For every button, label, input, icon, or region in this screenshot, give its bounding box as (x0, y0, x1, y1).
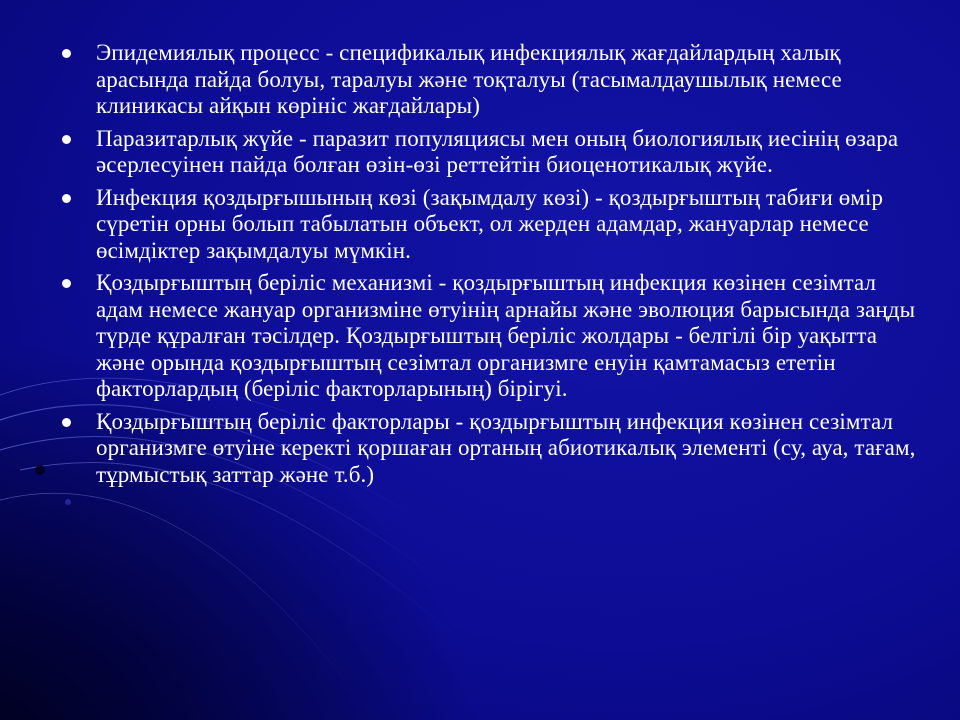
bullet-item-epidemic-process (56, 40, 926, 120)
bullet-list (56, 40, 926, 494)
swirl-line (0, 493, 360, 700)
bullet-dot-icon (62, 194, 71, 203)
bullet-text: Эпидемиялық процесс - спецификалық инфекциялық жағдайлардың халық арасында пайда болуы, таралуы және тоқталуы (тасымалдаушылық немесе клиникасы айқын көрініс жағдайлары) (96, 40, 842, 118)
bullet-dot-icon (62, 279, 71, 288)
bullet-dot-icon (62, 49, 71, 58)
bullet-text: Қоздырғыштың беріліс механизмі - қоздырғыштың инфекция көзінен сезімтал адам немесе жануар организміне өтуінің арнайы және эволюция барысында заңды түрде құралған тәсілдер. Қоздырғыштың беріліс жолдары - белгілі бір уақытта және орында қоздырғыштың сезімтал организмге енуін қамтамасыз ететін факторлардың (беріліс факторларының) бірігуі. (96, 270, 916, 401)
bullet-dot-icon (62, 135, 71, 144)
bullet-item-transmission-factors (56, 409, 926, 489)
bullet-item-infection-source (56, 185, 926, 265)
bullet-text: Инфекция қоздырғышының көзі (зақымдалу көзі) - қоздырғыштың табиғи өмір сүретін орны болып табылатын объект, ол жерден адамдар, жануарлар немесе өсімдіктер зақымдалуы мүмкін. (96, 184, 884, 263)
glow-dot (35, 465, 45, 475)
bullet-text: Паразитарлық жүйе - паразит популяциясы мен оның биологиялық иесінің өзара әсерлесуінен пайда болған өзін-өзі реттейтін биоценотикалық жүйе. (96, 125, 899, 177)
bullet-item-parasitic-system (56, 126, 926, 179)
glow-dot (65, 499, 71, 505)
bullet-dot-icon (62, 418, 71, 427)
bullet-item-transmission-mechanism (56, 270, 926, 403)
bullet-text: Қоздырғыштың беріліс факторлары - қоздырғыштың инфекция көзінен сезімтал организмге өтуіне керекті қоршаған ортаның абиотикалық элементі (су, ауа, тағам, тұрмыстық заттар және т.б.) (96, 408, 916, 487)
